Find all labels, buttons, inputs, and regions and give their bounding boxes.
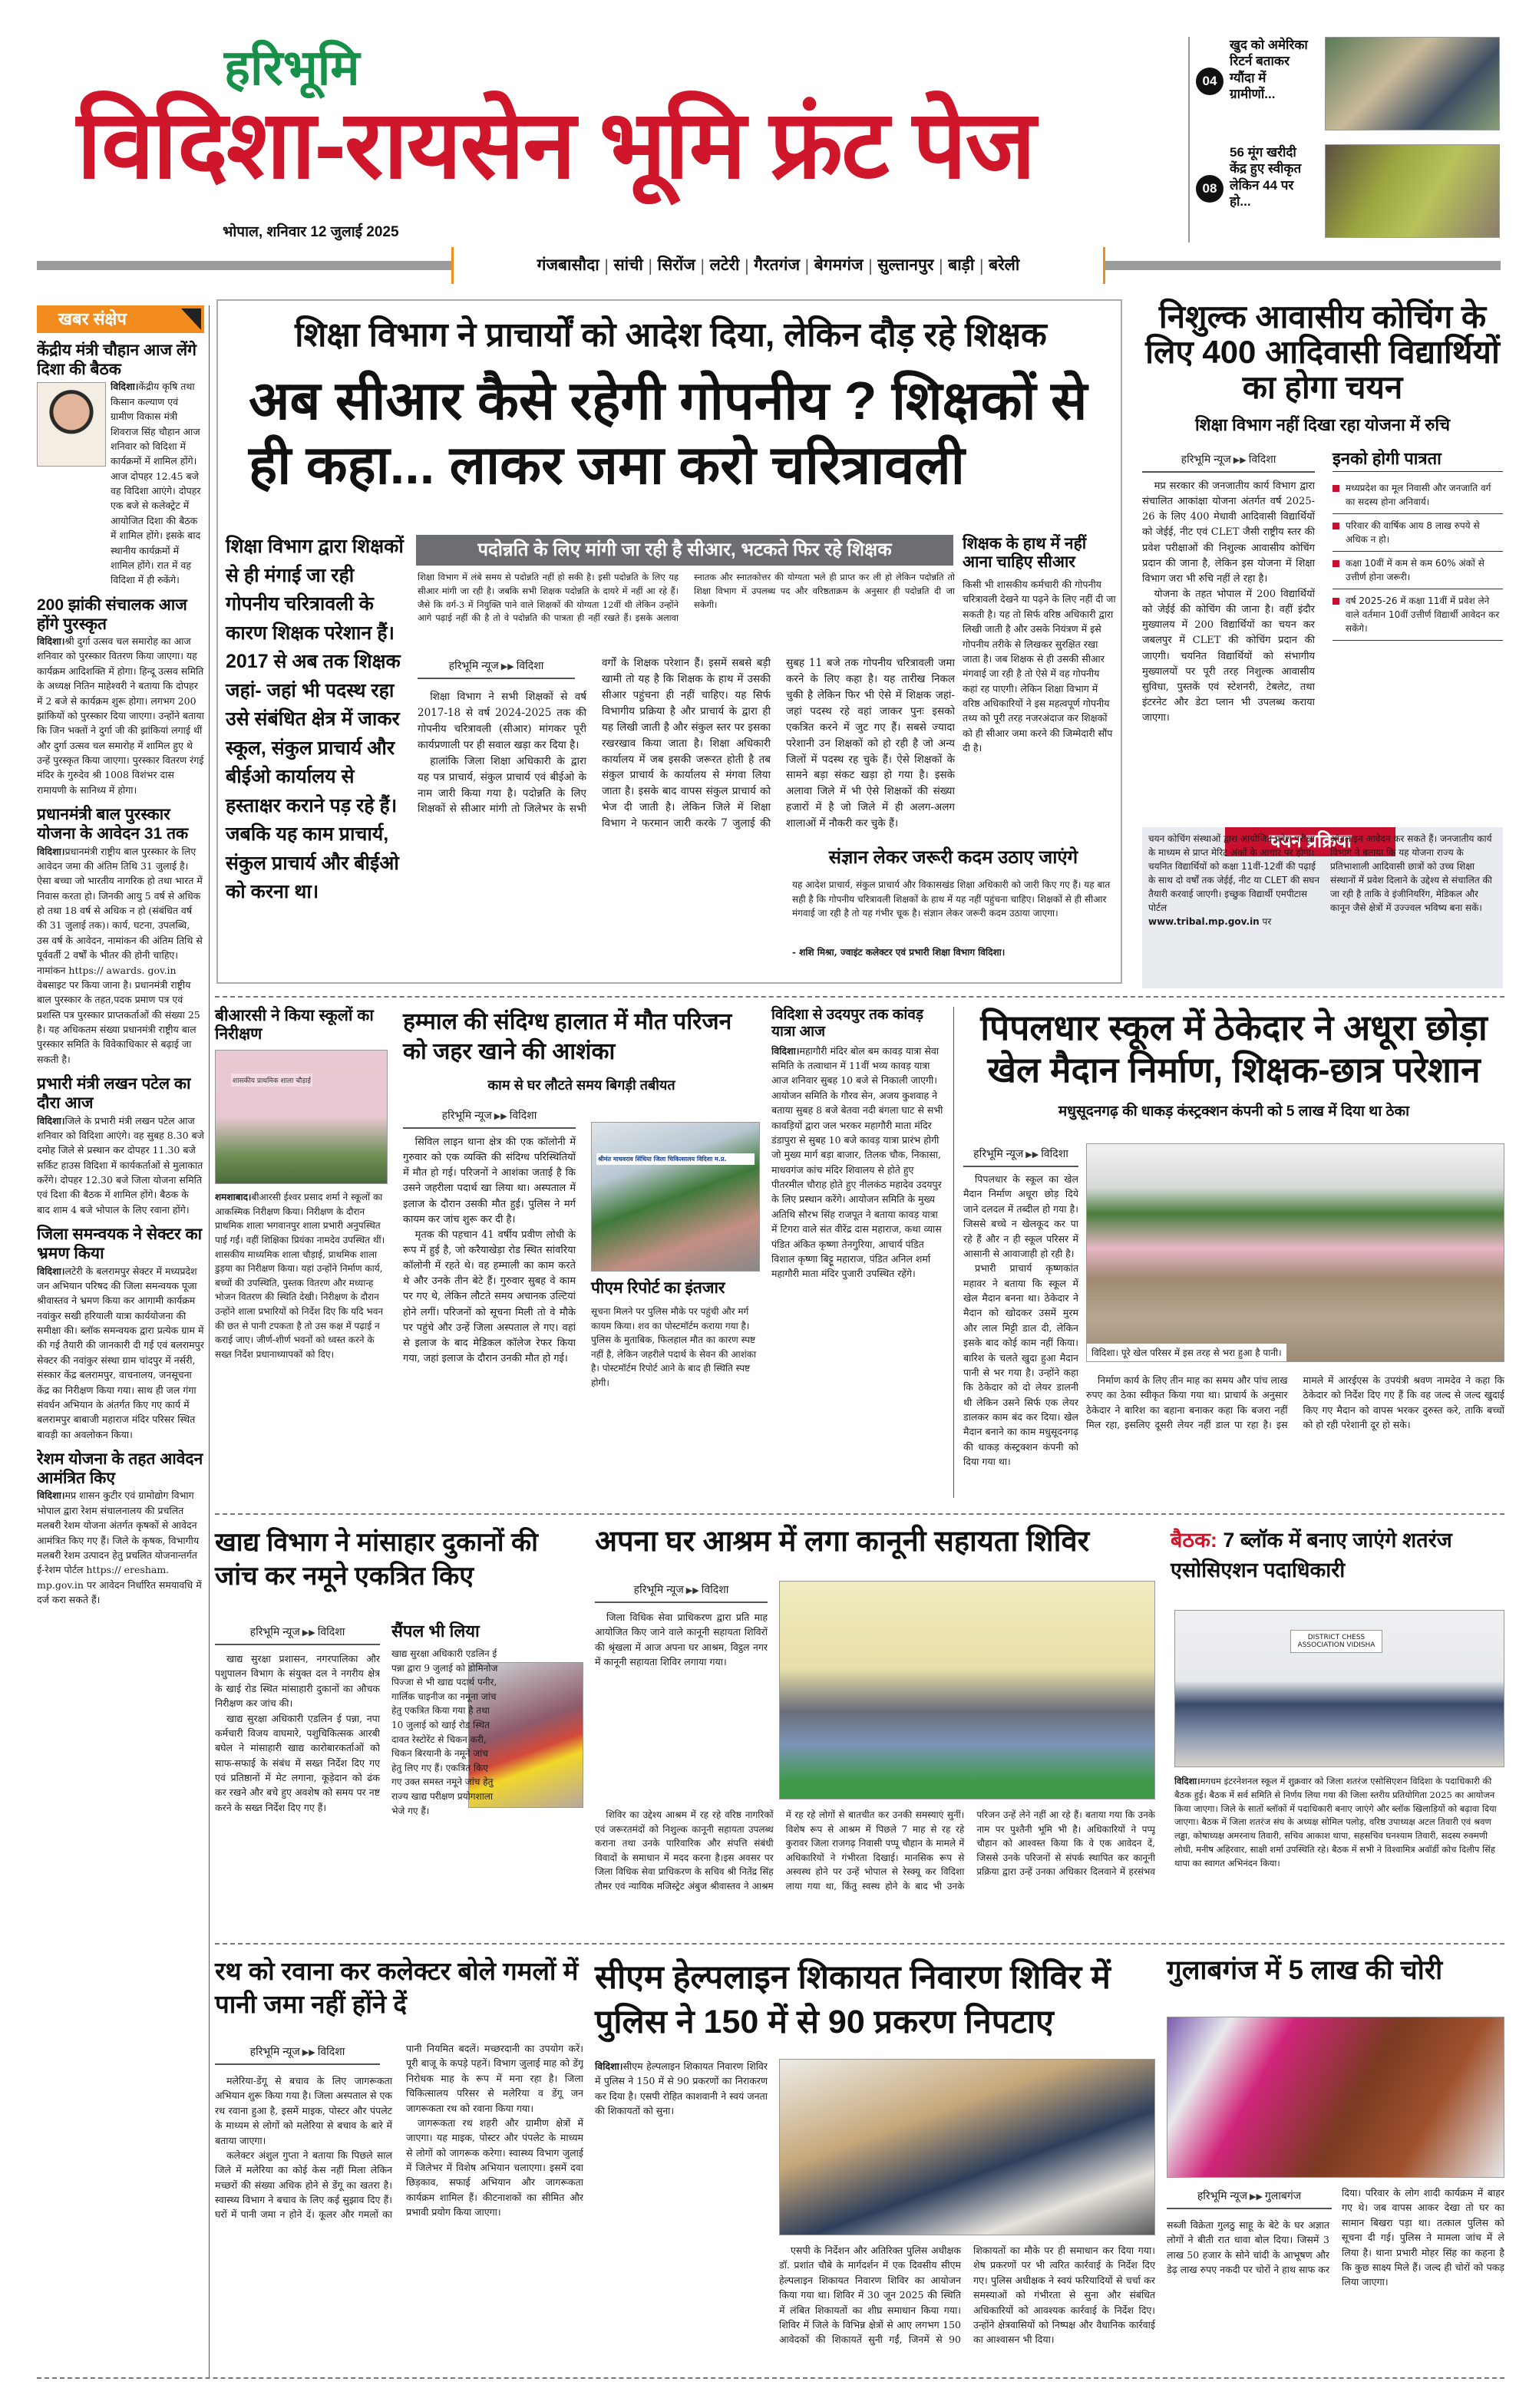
- theft-scene-photo: [1167, 2017, 1504, 2178]
- teaser-text: खुद को अमेरिका रिटर्न बताकर ग्यौंदा में ग्रामीणों...: [1230, 38, 1308, 101]
- paragraph: शिविर का उद्देश्य आश्रम में रह रहे वरिष्ठ नागरिकों एवं जरूरतमंदों को निशुल्क कानूनी सहायता उपलब्ध कराना तथा उनके पारिवारिक और संपत्ति संबंधी विवादों के समाधान में मदद करना है।इस अवसर पर जिला विधिक सेवा प्राधिकरण के सचिव श्री नितेंद्र सिंह तौमर एवं न्यायिक मजिस्ट्रेट अंबुज श्रीवास्तव ने आश्रम में रह रहे लोगों से बातचीत कर उनकी समस्याएं सुनीं। विशेष रूप से आश्रम में पिछले 7 माह से रह रहे कुरावर जिला राजगढ़ निवासी पप्पू चौहान के मामले में अधिकारियों ने गंभीरता दिखाई। मानसिक रूप से अस्वस्थ होने पर उन्हें भोपाल से रेस्क्यू कर विदिशा लाया गया था, किंतु स्वस्थ होने के बाद भी उनके परिजन उन्हें लेने नहीं आ रहे हैं। बताया गया कि उनके नाम पर पुश्तैनी भूमि भी है। अधिकारियों ने पप्पू चौहान को आश्वस्त किया कि वे एक आवेदन दें, जिससे उनके परिजनों से संपर्क स्थापित कर कानूनी प्रक्रिया द्वारा उन्हें उनका अधिकार दिलवाने में हरसंभव: [595, 1809, 1155, 1892]
- nav-separator: |: [938, 256, 944, 275]
- nav-separator: |: [603, 256, 609, 275]
- brief-title: 200 झांकी संचालक आज होंगे पुरस्कृत: [37, 595, 187, 633]
- byline-spacer: [418, 655, 586, 689]
- process-title: चयन प्रक्रिया: [1225, 827, 1395, 856]
- forward-arrow-icon: ▶▶: [494, 1112, 507, 1121]
- brief-title: जिला समन्वयक ने सेक्टर का भ्रमण किया: [37, 1225, 203, 1263]
- nav-link-town[interactable]: सुल्तानपुर: [877, 256, 934, 274]
- brief-title: रेशम योजना के तहत आवेदन आमंत्रित किए: [37, 1450, 203, 1488]
- page-title: विदिशा-रायसेन भूमि फ्रंट पेज: [77, 92, 1035, 198]
- byline-source: हरिभूमि न्यूज: [973, 1147, 1024, 1159]
- pm-report-title: पीएम रिपोर्ट का इंतजार: [591, 1279, 725, 1297]
- brief-text: लटेरी के बलरामपुर सेक्टर में मध्यप्रदेश जन अभियान परिषद की जिला समन्वयक पूजा श्रीवास्तव ने भ्रमण किया कर आगामी कार्यक्रम नवांकुर सखी हरियाली यात्रा कार्ययोजना की समीक्षा की। ब्लॉक समन्वयक द्वारा प्रत्येक ग्राम में की गई तैयारी की जानकारी दी गई एवं बलरामपुर सेक्टर की नवांकुर संस्था ग्राम चांदपुर में नर्सरी, संस्कार केंद्र बलरामपुर, वाचनालय, जनसूचना केंद्र का निरीक्षण किया गया। साथ ही जल गंगा संवर्धन अभियान के अंतर्गत किए गए कार्य में बलरामपुर बाबाजी महाराज मंदिर परिसर स्थित बावड़ी का अवलोकन किया।: [37, 1265, 204, 1440]
- dateline: विदिशा।: [37, 1265, 65, 1277]
- paragraph: मलेरिया-डेंगू से बचाव के लिए जागरूकता अभियान शुरू किया गया है। जिला अस्पताल से एक रथ रवाना हुआ है, इसमें माइक, पोस्टर और पंपलेट के माध्यम से लोगों को मलेरिया से बचाव के बारे में बताया जाएगा।: [215, 2075, 392, 2146]
- school-subhead: मधुसूदनगढ़ की धाकड़ कंस्ट्रक्शन कंपनी को 5 लाख में दिया था ठेका: [1058, 1103, 1410, 1120]
- school-story: [963, 1007, 1504, 1506]
- eligibility-text: परिवार की वार्षिक आय 8 लाख रुपये से अधिक न हो।: [1346, 520, 1480, 546]
- theft-text: सब्जी विक्रेता गुलठु साहू के बेटे के घर अज्ञात लोगों ने बीती रात धावा बोल दिया। जिसमें 3 लाख 50 हजार के सोने चांदी के आभूषण और डेढ़ लाख रुपए नकदी पर चोरों ने हाथ साफ कर दिया। परिवार के लोग शादी कार्यक्रम में बाहर गए थे। जब वापस आकर देखा तो घर का सामान बिखरा पड़ा था। तत्काल पुलिस को सूचना दी गई। पुलिस ने मामला जांच में ले लिया है। थाना प्रभारी मोहर सिंह का कहना है कि कुछ साक्ष्य मिले हैं। जल्द ही चोरों को पकड़ लिया जाएगा।: [1167, 2187, 1504, 2288]
- dateline: विदिशा।: [37, 1114, 65, 1126]
- hospital-sign: श्रीमंत माधवराव सिंधिया जिला चिकित्सालय विदिशा म.प्र.: [596, 1153, 755, 1165]
- kanwar-text: महागौरी मंदिर बोल बम कावड़ यात्रा सेवा समिति के तत्वाधान में 11वीं भव्य कावड़ यात्रा आज शनिवार सुबह 10 बजे से निकाली जाएगी। आयोजन समिति के गौरव सेन, अजय कुशवाह ने बताया सुबह 8 बजे बेतवा नदी बंगला घाट से सभी कावड़ियों द्वारा जल भरकर महागौरी माता मंदिर डंडापुरा से सुबह 10 बजे कावड़ यात्रा प्रारंभ होगी जो मुख्य मार्ग बड़ा बाजार, तिलक चौक, निकासा, माधवगंज कांच मंदिर शिवालय से होते हुए पीतरमील चौराह होते हुए नीलकंठ महादेव उदयपुर के लिए प्रस्थान करेंगे। आयोजन समिति के मुख्य अतिथि सौरभ सिंह राजपूत ने बताया कावड़ यात्रा में टिगरा वाले संत वीरेंद्र दास महाराज, कथा व्यास पंडित अंकित कृष्णा तेनगुरिया, आचार्य पंडित विशाल कृष्णा बिट्टू महाराज, पंडित अनिल शर्मा महागौरी माता मंदिर पुजारी उपस्थित रहेंगे।: [771, 1044, 943, 1280]
- ashram-story: [595, 1526, 1155, 1894]
- bullet-square-icon: [1333, 485, 1339, 492]
- eligibility-text: वर्ष 2025-26 में कक्षा 11वीं में प्रवेश लेने वाले वर्तमान 10वीं उत्तीर्ण विद्यार्थी आवेदन कर सकेंगे।: [1346, 595, 1500, 635]
- rath-body: [215, 2041, 583, 2371]
- nav-link-town[interactable]: गंजबासौदा: [537, 256, 599, 274]
- sample-text: [391, 1647, 583, 1885]
- cm-body-left: [595, 2059, 768, 2370]
- coaching-headline: निशुल्क आवासीय कोचिंग के लिए 400 आदिवासी विद्यार्थियों का होगा चयन: [1145, 299, 1500, 406]
- process-left: [1148, 832, 1321, 929]
- byline-location: गुलाबगंज: [1264, 2189, 1302, 2202]
- brief-title: प्रभारी मंत्री लखन पटेल का दौरा आज: [37, 1075, 191, 1113]
- sample-title: सैंपल भी लिया: [391, 1621, 480, 1641]
- forward-arrow-icon: ▶▶: [500, 662, 514, 671]
- theft-story: [1167, 1955, 1504, 2373]
- kanwar-body: [771, 1044, 944, 1496]
- nav-separator: |: [647, 256, 653, 275]
- brief-text: मप्र शासन कुटीर एवं ग्रामोद्योग विभाग भोपाल द्वारा रेशम संचालनालय की प्रचलित मलबरी रेशम योजना अंतर्गत कृषकों से आवेदन आमंत्रित किए गए हैं। जिले के कृषक, विभागीय मलबरी रेशम उत्पादन हेतु प्रचलित योजनान्तर्गत ई-रेशम पोर्टल https:// eresham. mp.gov.in पर आवेदन निर्धारित समयावधि में दर्ज करा सकते हैं।: [37, 1489, 202, 1605]
- dateline: विदिशा।: [595, 2060, 623, 2072]
- cm-body-bottom: [779, 2243, 1155, 2370]
- dateline: विदिशा।: [37, 1489, 65, 1502]
- hospital-photo: [591, 1122, 760, 1272]
- eligibility-item: [1333, 552, 1503, 589]
- chess-story: [1171, 1526, 1504, 1894]
- briefs-column: [37, 305, 204, 2370]
- photo-caption: विदिशा। पूरे खेल परिसर में इस तरह से भरा हुआ है पानी।: [1087, 1344, 1286, 1361]
- food-story: [215, 1526, 583, 1894]
- paragraph: कलेक्टर अंशुल गुप्ता ने बताया कि पिछले साल जिले में मलेरिया का कोई केस नहीं मिला लेकिन मच्छरों की संख्या अधिक होने से डेंगू का खतरा है। स्वास्थ्य विभाग ने बचाव के लिए कई सुझाव दिए हैं। घरों में पानी जमा न होने दें। कूलर और गमलों का पानी नियमित बदलें। मच्छरदानी का उपयोग करें। पूरी बाजू के कपड़े पहनें। विभाग जुलाई माह को डेंगू निरोधक माह के रूप में मना रहा है। जिला चिकित्सालय परिसर से मलेरिया व डेंगू जन जागरूकता रथ को रवाना किया गया।: [215, 2043, 583, 2221]
- nav-link-town[interactable]: बरेली: [989, 256, 1020, 274]
- school-body-col: [963, 1143, 1078, 1173]
- chess-headline: [1171, 1526, 1504, 1585]
- column-divider: [953, 1007, 954, 1498]
- ashram-body: [595, 1610, 1155, 1894]
- brief-text: श्री दुर्गा उत्सव चल समारोह का आज शनिवार को पुरस्कार वितरण किया जाएगा। यह कार्यक्रम आदिशक्ति में होगा। हिन्दू उत्सव समिति के अध्यक्ष नितिन माहेश्वरी ने बताया कि दोपहर में 2 बजे से कार्यक्रम शुरू होगा। लगभग 200 झांकियों को पुरस्कार दिया जाएगा। उन्होंने बताया कि जिन भक्तों ने दुर्गा जी की झांकियां लगाई थीं और दुर्गा उत्सव चल समारोह में शामिल हुए थे उन्हें पुरस्कृत किया जाएगा। पुरस्कार वितरण रंगई मंदिर के गुरुदेव श्री 1008 विशंभर दास रामायणी के सानिध्य में होगा।: [37, 635, 204, 796]
- cm-body: [595, 2059, 1155, 2370]
- briefs-label: खबर संक्षेप: [58, 309, 127, 328]
- eligibility-item: [1333, 589, 1503, 641]
- paragraph: खाद्य सुरक्षा प्रशासन, नगरपालिका और पशुपालन विभाग के संयुक्त दल ने नगरीय क्षेत्र के खाई रोड स्थित मांसाहारी दुकानों का औचक निरीक्षण कर जांच की।: [215, 1653, 380, 1710]
- byline-location: विदिशा: [701, 1583, 729, 1595]
- byline-location: विदिशा: [509, 1109, 537, 1121]
- byline-source: हरिभूमि न्यूज: [441, 1109, 492, 1121]
- lead-bar-title: पदोन्नति के लिए मांगी जा रही है सीआर, भटकते फिर रहे शिक्षक: [477, 539, 892, 560]
- chess-body: [1174, 1775, 1504, 1890]
- section-divider: [215, 1513, 1504, 1515]
- forward-arrow-icon: ▶▶: [302, 2048, 315, 2057]
- eligibility-item: [1333, 514, 1503, 552]
- quote-text: यह आदेश प्राचार्य, संकुल प्राचार्य और विकासखंड शिक्षा अधिकारी को जारी किए गए हैं। यह बात सही है कि गोपनीय चरित्रावली शिक्षकों के हाथ में यह नहीं पहुंचना चाहिए। शिक्षकों से ही सीआर मंगवाई जा रही है तो यह गंभीर चूक है। संज्ञान लेकर जरूरी कदम उठाया जाएगा।: [792, 879, 1111, 919]
- paragraph: एसपी के निर्देशन और अतिरिक्त पुलिस अधीक्षक डॉ. प्रशांत चौबे के मार्गदर्शन में एक दिवसीय सीएम हेल्पलाइन शिकायत निवारण शिविर का आयोजन किया गया था। शिविर में 30 जून 2025 की स्थिति में लंबित शिकायतों का शीघ्र समाधान किया गया। शिविर में जिले के विभिन्न क्षेत्रों से आए लगभग 150 आवेदकों की शिकायतें सुनी गईं, जिनमें से 90 शिकायतों का मौके पर ही समाधान कर दिया गया। शेष प्रकरणों पर भी त्वरित कार्रवाई के निर्देश दिए गए। पुलिस अधीक्षक ने स्वयं फरियादियों से चर्चा कर समस्याओं को गंभीरता से सुना और संबंधित अधिकारियों को आवश्यक कार्रवाई के निर्देश दिए। उन्होंने क्षेत्रवासियों को निष्पक्ष और वैधानिक कार्रवाई का आश्वासन भी दिया।: [779, 2245, 1155, 2346]
- selection-process-box: [1142, 827, 1503, 988]
- byline-source: हरिभूमि न्यूज: [633, 1583, 684, 1595]
- nav-link-town[interactable]: लटेरी: [709, 256, 740, 274]
- eligibility-text: कक्षा 10वीं में कम से कम 60% अंकों से उत्तीर्ण होना जरूरी।: [1346, 558, 1484, 583]
- chess-kicker: बैठक:: [1171, 1529, 1217, 1552]
- eligibility-text: मध्यप्रदेश का मूल निवासी और जनजाति वर्ग का सदस्य होना अनिवार्य।: [1346, 483, 1491, 508]
- brief-body: [37, 1488, 204, 1607]
- byline: [215, 1621, 380, 1645]
- cm-headline: सीएम हेल्पलाइन शिकायत निवारण शिविर में पुलिस ने 150 में से 90 प्रकरण निपटाए: [595, 1959, 1111, 2041]
- hammal-body: [403, 1135, 576, 1499]
- nav-link-town[interactable]: बाड़ी: [948, 256, 975, 274]
- brc-body: [215, 1190, 388, 1512]
- nav-separator: |: [867, 256, 873, 275]
- theft-body: [1167, 2185, 1504, 2370]
- byline-spacer: [215, 2041, 392, 2073]
- byline-source: हरिभूमि न्यूज: [1197, 2189, 1247, 2202]
- paragraph: मप्र सरकार की जनजातीय कार्य विभाग द्वारा संचालित आकांक्षा योजना अंतर्गत वर्ष 2025-26 के लिए 400 मेधावी आदिवासी विद्यार्थियों को जेईई, नीट एवं CLET जैसी राष्ट्रीय स्तर की प्रवेश परीक्षाओं की निशुल्क आवासीय कोचिंग प्रदान की जाना है, लेकिन इस योजना में शिक्षा विभाग जरा भी रुचि नहीं ले रहा है।: [1142, 480, 1315, 585]
- byline-location: विदिशा: [1248, 453, 1276, 465]
- column-divider: [209, 305, 210, 2377]
- briefs-header: [37, 305, 204, 333]
- cm-helpline-story: [595, 1955, 1155, 2373]
- minister-photo: [37, 382, 106, 467]
- byline-source: हरिभूमि न्यूज: [1181, 453, 1231, 465]
- teaser-page-badge: 08: [1196, 175, 1224, 203]
- section-divider: [215, 1943, 1504, 1945]
- ashram-headline: अपना घर आश्रम में लगा कानूनी सहायता शिविर: [595, 1526, 1090, 1558]
- quote-title: संज्ञान लेकर जरूरी कदम उठाए जाएंगे: [828, 847, 1078, 868]
- ashram-body-left: [595, 1610, 768, 1798]
- hammal-body-col: [403, 1105, 576, 1499]
- byline: [963, 1143, 1078, 1167]
- dateline: विदिशा।: [37, 845, 65, 857]
- food-headline: खाद्य विभाग ने मांसाहार दुकानों की जांच कर नमूने एकत्रित किए: [215, 1528, 538, 1592]
- corner-triangle-icon: [181, 308, 201, 330]
- paragraph: निर्माण कार्य के लिए तीन माह का समय और पांच लाख रुपए का ठेका स्वीकृत किया गया था। प्राचार्य के अनुसार ठेकेदार ने बारिश का बहाना बनाकर कहा कि बजरा नहीं मिल रहा, इसलिए दूसरी लेयर नहीं डाल पा रहा है। इस मामले में आरईएस के उपयंत्री श्रवण नामदेव ने कहा कि ठेकेदार को निर्देश दिए गए हैं कि वह जल्द से जल्द खुदाई किए गए मैदान को वापस भरकर दुरुस्त करे, ताकि बच्चों को हो रही परेशानी दूर हो सके।: [1086, 1374, 1504, 1431]
- nav-link-town[interactable]: सिरोंज: [657, 256, 695, 274]
- eligibility-title: इनको होगी पात्रता: [1333, 449, 1503, 472]
- tribal-portal-link[interactable]: www.tribal.mp.gov.in: [1148, 916, 1260, 927]
- brief-text: केंद्रीय कृषि तथा किसान कल्याण एवं ग्रामीण विकास मंत्री शिवराज सिंह चौहान आज शनिवार को विदिशा में कार्यक्रमों में शामिल होंगे। आज दोपहर 12.45 बजे वह विदिशा आएंगे। दोपहर एक बजे से कलेक्ट्रेट में आयोजित दिशा की बैठक में शामिल होंगे। इसके बाद स्थानीय कार्यक्रमों में शामिल होंगे। रात में वह विदिशा में ही रुकेंगे।: [111, 381, 201, 586]
- nav-link-town[interactable]: गैरतगंज: [754, 256, 801, 274]
- food-body-col: [215, 1621, 380, 1889]
- byline-source: हरिभूमि न्यूज: [249, 1625, 300, 1638]
- forward-arrow-icon: ▶▶: [1233, 456, 1247, 465]
- side-text: किसी भी शासकीय कर्मचारी की गोपनीय चरित्रावली देखने या पढ़ने के लिए नहीं दी जा सकती है। यह तो सिर्फ वरिष्ठ अधिकारी द्वारा लिखी जाती है और उसके नियंत्रण में इसे गोपनीय तरीके से लिखकर सुरक्षित रखा जाता है। जब शिक्षक से ही उसकी सीआर मंगवाई जा रही है तो ऐसे में वह गोपनीय कहां रह पाएगी। लेकिन शिक्षा विभाग में वरिष्ठ अधिकारियों ने इस महत्वपूर्ण गोपनीय तथ्य को पूरी तरह नजरअंदाज कर शिक्षकों को ही सीआर जमा करने की जिम्मेदारी सौंप दी है।: [963, 579, 1116, 754]
- byline-spacer: [1167, 2185, 1329, 2218]
- quote-attribution: - शशि मिश्रा, ज्वाइंट कलेक्टर एवं प्रभारी शिक्षा विभाग विदिशा।: [792, 947, 1006, 958]
- photo-float-spacer: [500, 1647, 583, 1800]
- brief-body: [37, 1113, 204, 1218]
- byline-source: हरिभूमि न्यूज: [448, 659, 499, 671]
- bullet-square-icon: [1333, 598, 1339, 605]
- paragraph: शिक्षा विभाग ने सभी शिक्षकों से वर्ष 2017-18 से वर्ष 2024-2025 तक की गोपनीय चरित्रावली (सीआर) मांगकर पूरी कार्यप्रणाली पर ही सवाल खड़ा कर दिया है।: [418, 691, 586, 751]
- brief-title: केंद्रीय मंत्री चौहान आज लेंगे दिशा की बैठक: [37, 341, 196, 379]
- process-right: ऑनलाइन आवेदन कर सकते हैं। जनजातीय कार्य विभाग ने बताया कि यह योजना राज्य के प्रतिभाशाली आदिवासी छात्रों को उच्च शिक्षा संस्थानों में प्रवेश दिलाने के उद्देश्य से संचालित की जा रही है ताकि वे इंजीनियरिंग, मेडिकल और कानून जैसे क्षेत्रों में उज्ज्वल भविष्य बना सकें।: [1330, 833, 1492, 913]
- paragraph: प्रभारी प्राचार्य कृष्णकांत महावर ने बताया कि स्कूल में खेल मैदान बनना था। ठेकेदार ने मैदान को खोदकर उसमें मुरम और लाल मिट्टी डाल दी, लेकिन इसके बाद कोई काम नहीं किया। बारिश के चलते खुदा हुआ मैदान पानी से भर गया है। उन्होंने कहा कि ठेकेदार को दो लेयर डालनी थी लेकिन उसने सिर्फ एक लेयर डालकर काम बंद कर दिया। खेल मैदान बनाने का काम मधुसूदनगढ़ की धाकड़ कंस्ट्रक्शन कंपनी को दिया गया था।: [963, 1262, 1078, 1468]
- paragraph: जिला विधिक सेवा प्राधिकरण द्वारा प्रति माह आयोजित किए जाने वाले कानूनी सहायता शिविरों की श्रृंखला में आज अपना घर आश्रम, विट्ठल नगर में कानूनी सहायता शिविर लगाया गया।: [595, 1611, 768, 1668]
- brc-text: बीआरसी ईश्वर प्रसाद शर्मा ने स्कूलों का आकस्मिक निरीक्षण किया। निरीक्षण के दौरान प्राथमिक शाला भगवानपुर शाला प्रभारी अनुपस्थित पाई गईं। वहीं शिक्षिका प्रियंका नामदेव उपस्थित थीं। शासकीय माध्यमिक शाला चौड़ाई, प्राथमिक शाला डुड़या का निरीक्षण किया। यहां उन्होंने निर्माण कार्य, बच्चों की उपस्थिति, पुस्तक वितरण और मध्यान्ह भोजन वितरण की स्थिति देखी। निरीक्षण के दौरान उन्होंने शाला प्रभारियों को निर्देश दिए कि यदि भवन की छत से पानी टपकता है तो उस कक्ष में पढ़ाई न कराई जाए। जीर्ण-शीर्ण भवनों को ध्वस्त करने के सख्त निर्देश प्रधानाध्यापकों को दिए।: [215, 1192, 385, 1360]
- chess-meeting-photo: [1174, 1610, 1504, 1767]
- sample-text-content: खाद्य सुरक्षा अधिकारी एडलिन ई पन्ना द्वारा 9 जुलाई को डोमिनोज पिज्जा से भी खाद्य पदार्थ पनीर, गार्लिक चाइनीज का नमूना जांच हेतु एकत्रित किया गया है तथा 10 जुलाई को खाई रोड स्थित दावत रेस्टोरेंट से चिकन करी, चिकन बिरयानी के नमूने जांच हेतु लिए गए हैं। एकत्रित किए गए उक्त समस्त नमूने जांच हेतु राज्य खाद्य परीक्षण प्रयोगशाला भेजे गए हैं।: [391, 1648, 498, 1816]
- lead-bar-text: शिक्षा विभाग में लंबे समय से पदोन्नति नहीं हो सकी है। इसी पदोन्नति के लिए यह सीआर मांगी जा रही है। जबकि सभी शिक्षक पदोन्नति के दायरे में नहीं आ रहे हैं। जैसे कि वर्ग-3 में नियुक्ति पाने वाले शिक्षकों की योग्यता 12वीं थी लेकिन उन्होंने आगे पढ़ाई नहीं की है तो वे पदोन्नति की पात्रता ही नहीं रखते हैं। इसके अलावा स्नातक और स्नातकोत्तर की योग्यता भले ही प्राप्त कर ली हो लेकिन पदोन्नति तो शिक्षा विभाग में उपलब्ध पद और वरिष्ठताक्रम के अनुसार ही पदोन्नति दी जा सकेगी।: [418, 572, 955, 624]
- paragraph: खाद्य सुरक्षा अधिकारी एडलिन ई पन्ना, नपा कर्मचारी विजय वाघमारे, पशुचिकित्सक आरबी बघेल ने मांसाहारी खाद्य कारोबारकर्ताओं को साफ-सफाई के संबंध में सख्त निर्देश दिए गए एवं प्रतिष्ठानों में मेट लगाना, कूड़ेदान को ढंक कर रखने और बचे हुए अवशेष को समय पर नष्ट करने के सख्त निर्देश दिए गए हैं।: [215, 1712, 380, 1813]
- rath-story: [215, 1955, 583, 2373]
- nav-bar-right: [1105, 261, 1501, 270]
- cm-intro: सीएम हेल्पलाइन शिकायत निवारण शिविर में पुलिस ने 150 में से 90 प्रकरणों का निराकरण कर दिया है। एसपी रोहित काशवानी ने स्वयं जनता की शिकायतों को सुना।: [595, 2060, 768, 2117]
- teaser-2[interactable]: [1196, 144, 1503, 239]
- brc-photo: [215, 1050, 388, 1184]
- nav-link-town[interactable]: बेगमगंज: [814, 256, 864, 274]
- kanwar-headline: विदिशा से उदयपुर तक कांवड़ यात्रा आज: [771, 1007, 924, 1040]
- hammal-story: [403, 1007, 760, 1506]
- byline-location: विदिशा: [317, 2045, 345, 2057]
- nav-separator: |: [804, 256, 810, 275]
- process-url-suffix: पर: [1259, 916, 1272, 927]
- school-body-right: [1086, 1373, 1504, 1502]
- paragraph: मृतक की पहचान 41 वर्षीय प्रवीण लोधी के रूप में हुई है, जो करैयाखेड़ा रोड स्थित सांवरिया कॉलोनी में रहते थे। वह हम्माली का काम करते थे और उनके तीन बेटे हैं। गुरुवार सुबह वे काम पर गए थे, लेकिन लौटते समय अचानक उल्टियां होने लगीं। परिजनों को सूचना मिली तो वे मौके पर पहुंचे और उन्हें जिला अस्पताल ले गए। वहां से इलाज के बाद मेडिकल कॉलेज रेफर किया गया, जहां इलाज के दौरान उनकी मौत हो गई।: [403, 1229, 576, 1364]
- brief-body: [37, 1264, 204, 1443]
- teaser-photo: [1325, 144, 1500, 238]
- forward-arrow-icon: ▶▶: [685, 1586, 699, 1595]
- pm-report-text: सूचना मिलने पर पुलिस मौके पर पहुंची और मर्ग कायम किया। शव का पोस्टमॉर्टम कराया गया है। पुलिस के मुताबिक, फिलहाल मौत का कारण स्पष्ट नहीं है, लेकिन जहरीले पदार्थ के सेवन की आशंका है। पोस्टमॉर्टम रिपोर्ट आने के बाद ही स्थिति स्पष्ट होगी।: [591, 1306, 757, 1388]
- brief-body: [111, 379, 204, 587]
- nav-link-town[interactable]: सांची: [613, 256, 643, 274]
- side-title: शिक्षक के हाथ में नहीं आना चाहिए सीआर: [963, 535, 1087, 572]
- forward-arrow-icon: ▶▶: [1025, 1150, 1039, 1159]
- dateline: विदिशा।: [771, 1044, 800, 1057]
- nav-separator: |: [979, 256, 985, 275]
- hammal-subhead: काम से घर लौटते समय बिगड़ी तबीयत: [487, 1077, 675, 1093]
- teaser-page-badge: 04: [1196, 68, 1224, 95]
- school-body-left: [963, 1172, 1078, 1502]
- section-divider: [37, 2377, 1504, 2379]
- eligibility-item: [1333, 477, 1503, 514]
- byline-location: विदिशा: [1041, 1147, 1068, 1159]
- brc-headline: बीआरसी ने किया स्कूलों का निरीक्षण: [215, 1007, 374, 1044]
- school-body: [963, 1172, 1504, 1502]
- lead-story: [216, 299, 1122, 984]
- edition-date: भोपाल, शनिवार 12 जुलाई 2025: [223, 224, 399, 240]
- coaching-story: [1142, 299, 1503, 990]
- byline: [403, 1105, 576, 1129]
- school-headline: पिपलधार स्कूल में ठेकेदार ने अधूरा छोड़ा खेल मैदान निर्माण, शिक्षक-छात्र परेशान: [980, 1008, 1488, 1090]
- section-divider: [215, 996, 1504, 998]
- brief-title: प्रधानमंत्री बाल पुरस्कार योजना के आवेदन 31 तक: [37, 806, 189, 843]
- paragraph: हालांकि जिला शिक्षा अधिकारी के द्वारा यह पत्र प्राचार्य, संकुल प्राचार्य एवं बीईओ के नाम जारी किया गया है। पदोन्नति के लिए शिक्षकों से सीआर मांगी तो जिलेभर के सभी वर्गों के शिक्षक परेशान हैं। इसमें सबसे बड़ी खामी तो यह है कि शिक्षक के हाथ में उसकी सीआर पहुंचना ही नहीं चाहिए। यह सिर्फ विभागीय प्रक्रिया है और प्राचार्य के द्वारा ही यह लिखी जाती है और संकुल स्तर पर इसका रखरखाव किया जाता है। शिक्षा अधिकारी कार्यालय में जब इसकी जरूरत होती है तब संकुल प्राचार्य के कार्यालय से मंगवा लिया जाता है। इसके बाद वापस संकुल प्राचार्य को भेज दी जाती है। लेकिन जिले में शिक्षा विभाग ने फरमान जारी करके 7 जुलाई की सुबह 11 बजे तक गोपनीय चरित्रावली जमा करने के लिए कहा है। यह तारीख निकल चुकी है लेकिन फिर भी ऐसे में शिक्षक जहां-जहां पदस्थ रहे वहां जाकर पुनः इसको एकत्रित करने में जुट गए हैं। सबसे ज्यादा परेशानी उन शिक्षकों को हो रही है जो अन्य जिलों में पदस्थ रह चुके हैं। ऐसे शिक्षकों के सामने बड़ा संकट खड़ा हो गया है। इसके अलावा जिले में भी ऐसे शिक्षकों की संख्या हजारों में है जो जिले में ही अलग-अलग शालाओं में नौकरी कर चुके हैं।: [418, 657, 955, 830]
- brief-body: [37, 844, 204, 1067]
- dateline: विदिशा।: [1174, 1776, 1200, 1786]
- brief-text: प्रधानमंत्री राष्ट्रीय बाल पुरस्कार के लिए आवेदन जमा की अंतिम तिथि 31 जुलाई है। ऐसा बच्चा जो भारतीय नागरिक हो तथा भारत में निवास करता हो। जिनकी आयु 5 वर्ष से अधिक हो तथा 18 वर्ष से अधिक न हो (संबंधित वर्ष की 31 जुलाई तक)। कार्य, घटना, उपलब्धि, उस वर्ष के आवेदन, नामांकन की अंतिम तिथि से पूर्ववर्ती 2 वर्षों के भीतर की होनी चाहिए। नामांकन https:// awards. gov.in वेबसाइट पर किया जाना है। प्रधानमंत्री राष्ट्रीय बाल पुरस्कार के तहत,पदक प्रमाण पत्र एवं प्रशस्ति पत्र पुरस्कार प्राप्तकर्ताओं की संख्या 25 है। यह अधिकतम संख्या प्रधानमंत्री राष्ट्रीय बाल पुरस्कार समिति के विवेकाधिकार से बढ़ाई जा सकती है।: [37, 845, 203, 1065]
- brief-body: [37, 634, 204, 797]
- bullet-square-icon: [1333, 560, 1339, 567]
- brc-story: [215, 1007, 388, 1506]
- coaching-body: [1142, 479, 1315, 840]
- nav-bar-left: [37, 261, 451, 270]
- paragraph: योजना के तहत भोपाल में 200 विद्यार्थियों को जेईई की कोचिंग की जाना है। वहीं इंदौर मुख्यालय में 200 विद्यार्थियों का चयन कर जबलपुर में CLET की कोचिंग प्रदान की जाएगी। चयनित विद्यार्थियों को संभागीय मुख्यालयों पर पूरी तरह निशुल्क आवासीय सुविधा, पुस्तकें एवं स्टेशनरी, टेबलेट, तथा इंटरनेट और डेटा प्लान भी उपलब्ध कराया जाएगा।: [1142, 588, 1315, 724]
- bullet-square-icon: [1333, 523, 1339, 529]
- chess-banner: DISTRICT CHESS ASSOCIATION VIDISHA: [1290, 1630, 1382, 1653]
- nav-separator: |: [699, 256, 705, 275]
- process-left-text: चयन कोचिंग संस्थाओं द्वारा आयोजित प्रवेश परीक्षा के माध्यम से प्राप्त मेरिट अंकों के आधार पर होगा। चयनित विद्यार्थियों को कक्षा 11वीं-12वीं की पढ़ाई के साथ दो वर्षों तक जेईई, नीट या CLET की सघन तैयारी करवाई जाएगी। इच्छुक विद्यार्थी एमपीटास पोर्टल: [1148, 833, 1320, 913]
- paragraph: पिपलधार के स्कूल का खेल मैदान निर्माण अधूरा छोड़ दिये जाने दलदल में तब्दील हो गया है। जिससे बच्चे न खेलकूद कर पा रहे हैं और न ही स्कूल परिसर में आसानी से आवाजाही हो रही है।: [963, 1173, 1078, 1259]
- ashram-body-bottom: [595, 1808, 1155, 1894]
- lead-kicker: शिक्षा विभाग ने प्राचार्यों को आदेश दिया, लेकिन दौड़ रहे शिक्षक: [295, 316, 1047, 354]
- lead-bar: [416, 535, 953, 566]
- brand-logo: हरिभूमि: [224, 40, 360, 95]
- rath-headline: रथ को रवाना कर कलेक्टर बोले गमलों में पानी जमा नहीं होंने दें: [215, 1957, 579, 2018]
- kanwar-story: [771, 1007, 944, 1506]
- byline-source: हरिभूमि न्यूज: [249, 2045, 300, 2057]
- eligibility-box: [1333, 449, 1503, 641]
- dateline: शमशाबाद।: [215, 1192, 252, 1203]
- byline-location: विदिशा: [516, 659, 544, 671]
- food-body: [215, 1651, 380, 1889]
- lead-summary: शिक्षा विभाग द्वारा शिक्षकों से ही मंगाई जा रही गोपनीय चरित्रावली के कारण शिक्षक परेशान हैं। 2017 से अब तक शिक्षक जहां- जहां भी पदस्थ रहा उसे संबंधित क्षेत्र में जाकर स्कूल, संकुल प्राचार्य और बीईओ कार्यालय से हस्ताक्षर कराने पड़ रहे हैं। जबकि यह काम प्राचार्य, संकुल प्राचार्य और बीईओ को करना था।: [226, 536, 404, 902]
- teaser-photo: [1325, 37, 1500, 130]
- paragraph: सिविल लाइन थाना क्षेत्र की एक कॉलोनी में गुरुवार को एक व्यक्ति की संदिग्ध परिस्थितियों में मौत हो गई। परिजनों ने आशंका जताई है कि उसने जहरीला पदार्थ खा लिया था। अस्पताल में इलाज के दौरान उसकी मौत हुई। पुलिस ने मर्ग कायम कर जांच शुरू कर दी है।: [403, 1136, 576, 1225]
- teaser-text: 56 मूंग खरीदी केंद्र हुए स्वीकृत लेकिन 44 पर हो...: [1230, 145, 1302, 209]
- paragraph: [595, 2059, 768, 2119]
- teaser-1[interactable]: [1196, 37, 1503, 132]
- chess-text: मगधम इंटरनेशनल स्कूल में शुक्रवार को जिला शतरंज एसोसिएशन विदिशा के पदाधिकारी की बैठक हुई। बैठक में सर्व समिति से निर्णय लिया गया की जिला स्तरीय प्रतियोगिता 2025 का आयोजन किया जाएगा। जिले के सातों ब्लॉकों में पदाधिकारी बनाए जाएंगे और ब्लॉक खिलाड़ियों को बढ़ावा दिया जाएगा। बैठक में जिला शतरंज संघ के अध्यक्ष सोमिल पलोड़, वरिष्ठ उपाध्यक्ष अटल तिवारी एवं श्रवण लड्ढा, कोषाध्यक्ष अमरनाथ तिवारी, सचिव आकाश थापा, सहसचिव घनश्याम तिवारी, सदस्य रुक्मणी लोधी, मनीष अहिरवार, साक्षी शर्मा उपस्थिति रहे। बैठक में सभी ने विश्वामित्र अवॉर्डी कोच दिलीप सिंह थापा का स्वागत अभिनंदन किया।: [1174, 1776, 1497, 1869]
- brief-text: जिले के प्रभारी मंत्री लखन पटेल आज शनिवार को विदिशा आएंगे। वह सुबह 8.30 बजे दमोह जिले से प्रस्थान कर दोपहर 11.30 बजे सर्किट हाउस विदिशा में कार्यकर्ताओं से मुलाकात करेंगे। दोपहर 12.30 बजे जिला योजना समिति एवं दिशा की बैठक में शामिल होंगे। बैठक के बाद शाम 4 बजे भोपाल के लिए रवाना होंगे।: [37, 1114, 204, 1216]
- teaser-panel: [1188, 37, 1504, 242]
- byline: [595, 1579, 768, 1603]
- town-nav: [451, 247, 1105, 284]
- nav-separator: |: [744, 256, 750, 275]
- hammal-headline: हम्माल की संदिग्ध हालात में मौत परिजन को जहर खाने की आशंका: [403, 1009, 732, 1064]
- coaching-body-col: [1142, 449, 1315, 840]
- forward-arrow-icon: ▶▶: [1249, 2192, 1263, 2202]
- ashram-byline-col: [595, 1579, 768, 1609]
- dateline: विदिशा।: [111, 381, 139, 393]
- coaching-subhead: शिक्षा विभाग नहीं दिखा रहा योजना में रुचि: [1194, 414, 1451, 434]
- dateline: विदिशा।: [37, 635, 65, 647]
- chess-headline-text: 7 ब्लॉक में बनाए जाएंगे शतरंज एसोसिएशन पदाधिकारी: [1171, 1529, 1452, 1582]
- lead-headline: अब सीआर कैसे रहेगी गोपनीय ? शिक्षकों से ही कहा... लाकर जमा करो चरित्रावली: [249, 371, 1088, 495]
- forward-arrow-icon: ▶▶: [302, 1628, 315, 1638]
- school-sign: शासकीय प्राथमिक शाला चौड़ाई: [231, 1074, 312, 1087]
- paragraph: जागरूकता रथ शहरी और ग्रामीण क्षेत्रों में जाएगा। यह माइक, पोस्टर और पंपलेट के माध्यम से लोगों को जागरूक करेगा। स्वास्थ्य विभाग जुलाई में जिलेभर में विशेष अभियान चलाएगा। इसमें दवा छिड़काव, सफाई अभियान और जागरूकता कार्यक्रम शामिल हैं। कीटनाशकों का सीमित और प्रभावी प्रयोग किया जाएगा।: [406, 2116, 583, 2218]
- byline-location: विदिशा: [317, 1625, 345, 1638]
- theft-headline: गुलाबगंज में 5 लाख की चोरी: [1167, 1955, 1443, 1985]
- byline: [1142, 449, 1315, 473]
